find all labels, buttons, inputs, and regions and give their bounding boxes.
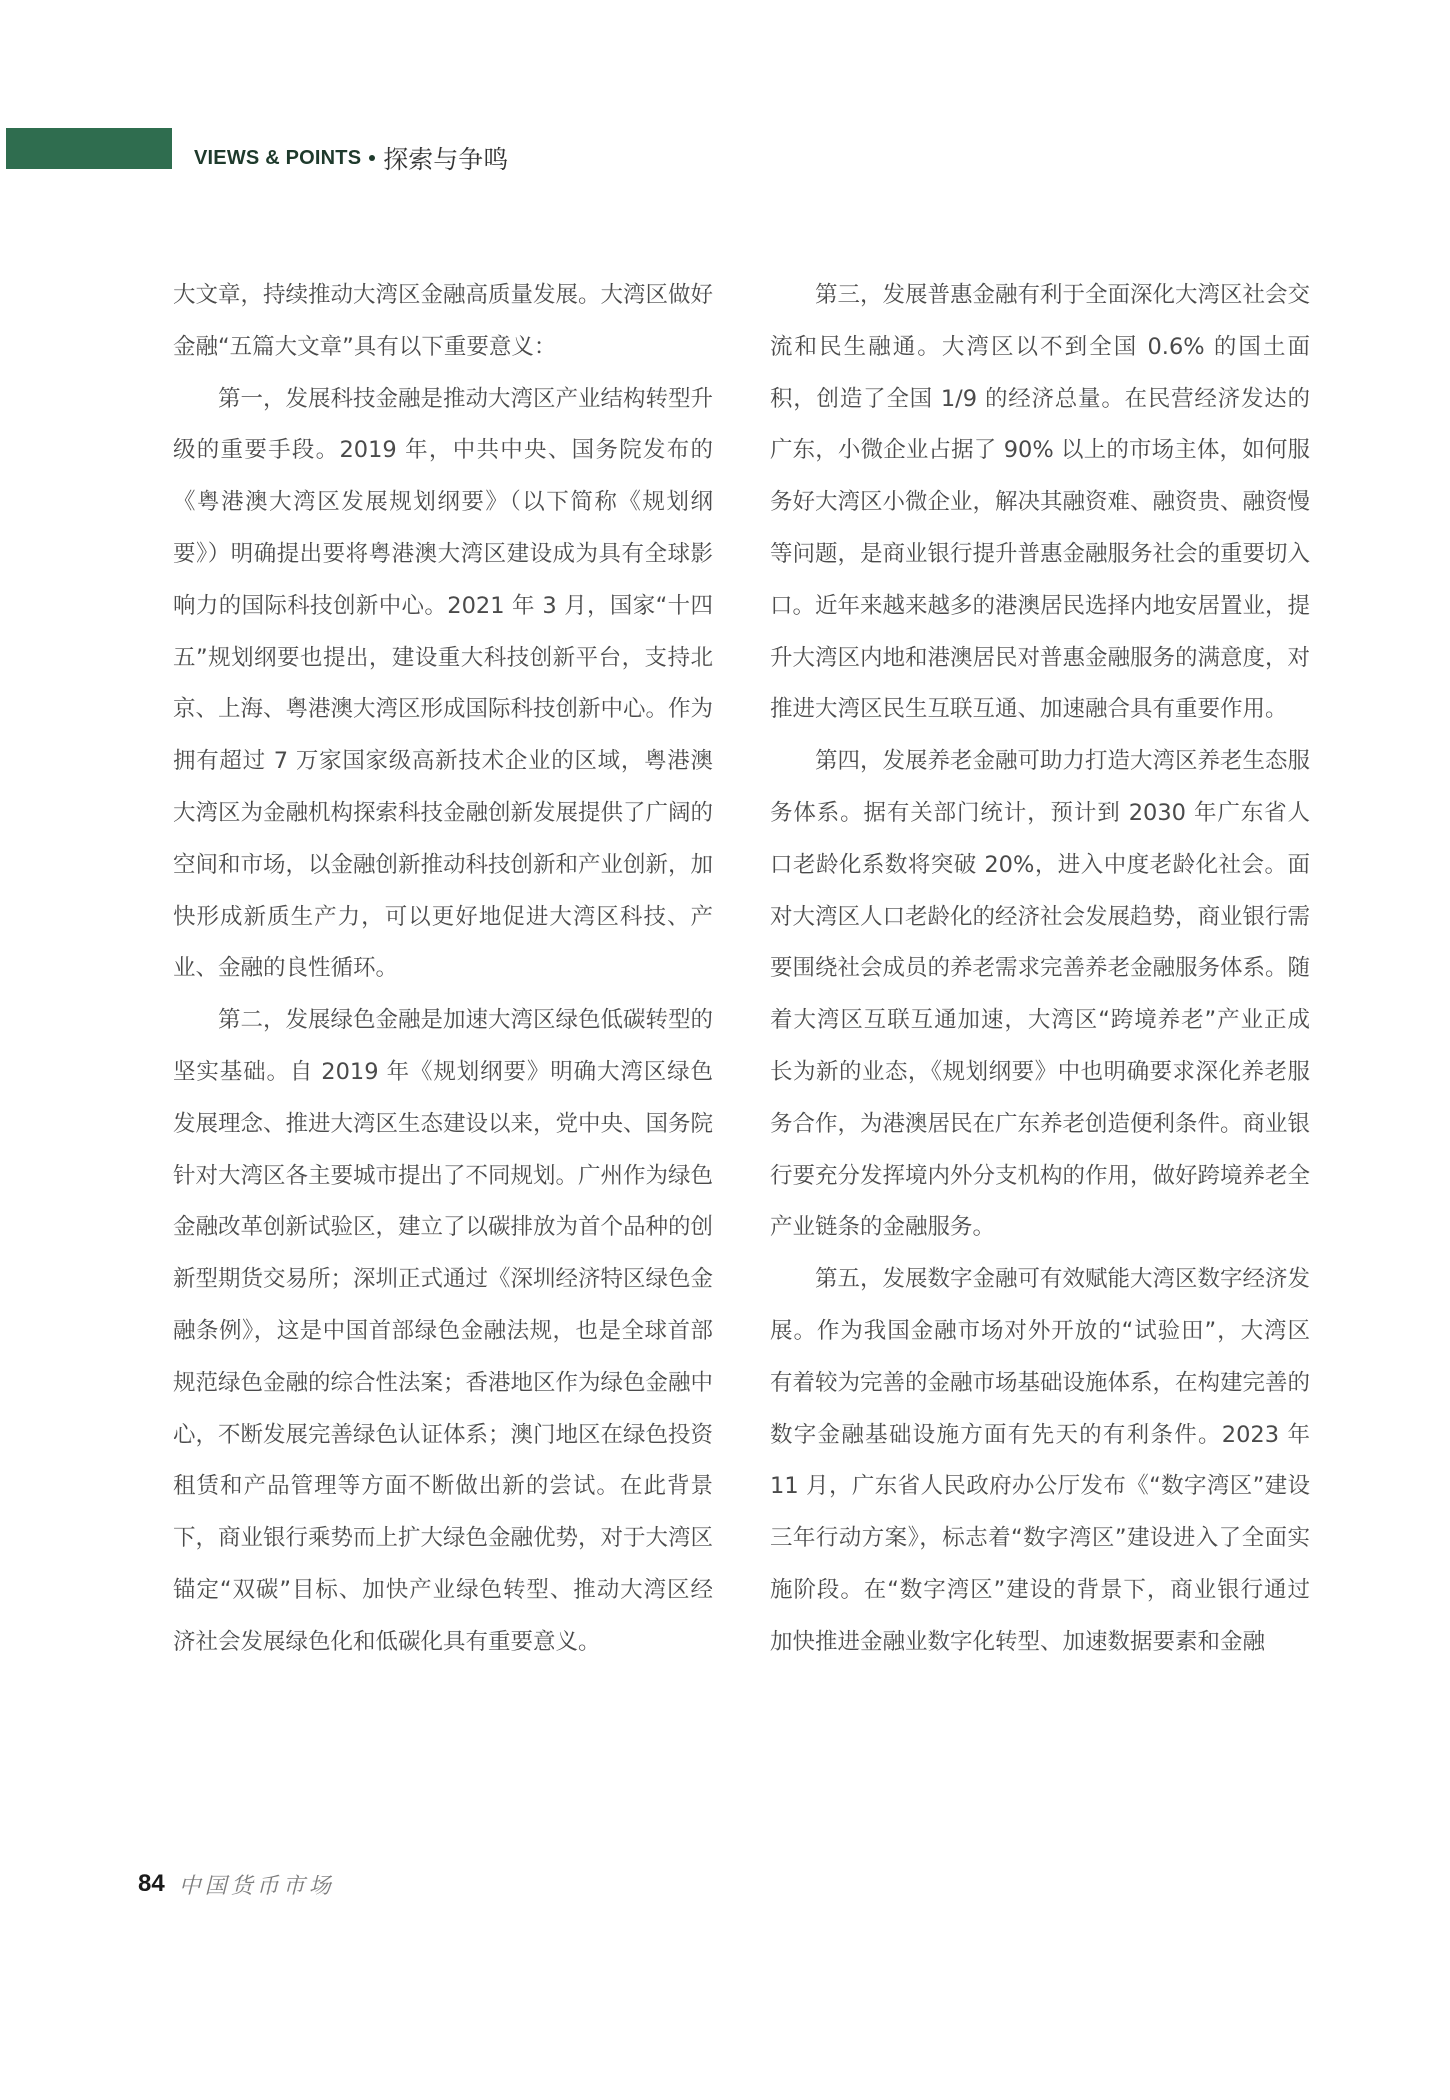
header-color-bar bbox=[6, 128, 172, 169]
paragraph: 第二，发展绿色金融是加速大湾区绿色低碳转型的坚实基础。自 2019 年《规划纲要》明确大湾区绿色发展理念、推进大湾区生态建设以来，党中央、国务院针对大湾区各主要城市提出了不同规划。广州作为绿色金融改革创新试验区，建立了以碳排放为首个品种的创新型期货交易所；深圳正式通过《深圳经济特区绿色金融条例》，这是中国首部绿色金融法规，也是全球首部规范绿色金融的综合性法案；香港地区作为绿色金融中心，不断发展完善绿色认证体系；澳门地区在绿色投资租赁和产品管理等方面不断做出新的尝试。在此背景下，商业银行乘势而上扩大绿色金融优势，对于大湾区锚定“双碳”目标、加快产业绿色转型、推动大湾区经济社会发展绿色化和低碳化具有重要意义。 bbox=[173, 1007, 714, 1655]
page-footer bbox=[138, 1866, 335, 1902]
paragraph: 第四，发展养老金融可助力打造大湾区养老生态服务体系。据有关部门统计，预计到 2030 年广东省人口老龄化系数将突破 20%，进入中度老龄化社会。面对大湾区人口老龄化的经济社会发展趋势，商业银行需要围绕社会成员的养老需求完善养老金融服务体系。随着大湾区互联互通加速，大湾区“跨境养老”产业正成长为新的业态，《规划纲要》中也明确要求深化养老服务合作，为港澳居民在广东养老创造便利条件。商业银行要充分发挥境内外分支机构的作用，做好跨境养老全产业链条的金融服务。 bbox=[770, 748, 1311, 1241]
bullet-dot-icon bbox=[369, 155, 375, 161]
right-column bbox=[770, 270, 1310, 1669]
paragraph: 大文章，持续推动大湾区金融高质量发展。大湾区做好金融“五篇大文章”具有以下重要意义： bbox=[173, 282, 714, 360]
paragraph: 第三，发展普惠金融有利于全面深化大湾区社会交流和民生融通。大湾区以不到全国 0.6% 的国土面积，创造了全国 1/9 的经济总量。在民营经济发达的广东，小微企业占据了 90% 以上的市场主体，如何服务好大湾区小微企业，解决其融资难、融资贵、融资慢等问题，是商业银行提升普惠金融服务社会的重要切入口。近年来越来越多的港澳居民选择内地安居置业，提升大湾区内地和港澳居民对普惠金融服务的满意度，对推进大湾区民生互联互通、加速融合具有重要作用。 bbox=[770, 282, 1311, 723]
section-header bbox=[194, 140, 508, 176]
section-title-en: VIEWS & POINTS bbox=[194, 146, 362, 169]
page-number: 84 bbox=[138, 1870, 165, 1897]
magazine-logo: 中国货币市场 bbox=[178, 1873, 335, 1899]
paragraph: 第五，发展数字金融可有效赋能大湾区数字经济发展。作为我国金融市场对外开放的“试验田”，大湾区有着较为完善的金融市场基础设施体系，在构建完善的数字金融基础设施方面有先天的有利条件。2023 年 11 月，广东省人民政府办公厅发布《“数字湾区”建设三年行动方案》，标志着“数字湾区”建设进入了全面实施阶段。在“数字湾区”建设的背景下，商业银行通过加快推进金融业数字化转型、加速数据要素和金融 bbox=[770, 1266, 1311, 1655]
left-column bbox=[173, 270, 713, 1669]
paragraph: 第一，发展科技金融是推动大湾区产业结构转型升级的重要手段。2019 年，中共中央、国务院发布的《粤港澳大湾区发展规划纲要》（以下简称《规划纲要》）明确提出要将粤港澳大湾区建设成为具有全球影响力的国际科技创新中心。2021 年 3 月，国家“十四五”规划纲要也提出，建设重大科技创新平台，支持北京、上海、粤港澳大湾区形成国际科技创新中心。作为拥有超过 7 万家国家级高新技术企业的区域，粤港澳大湾区为金融机构探索科技金融创新发展提供了广阔的空间和市场，以金融创新推动科技创新和产业创新，加快形成新质生产力，可以更好地促进大湾区科技、产业、金融的良性循环。 bbox=[173, 385, 714, 982]
section-title-cn: 探索与争鸣 bbox=[383, 145, 509, 174]
